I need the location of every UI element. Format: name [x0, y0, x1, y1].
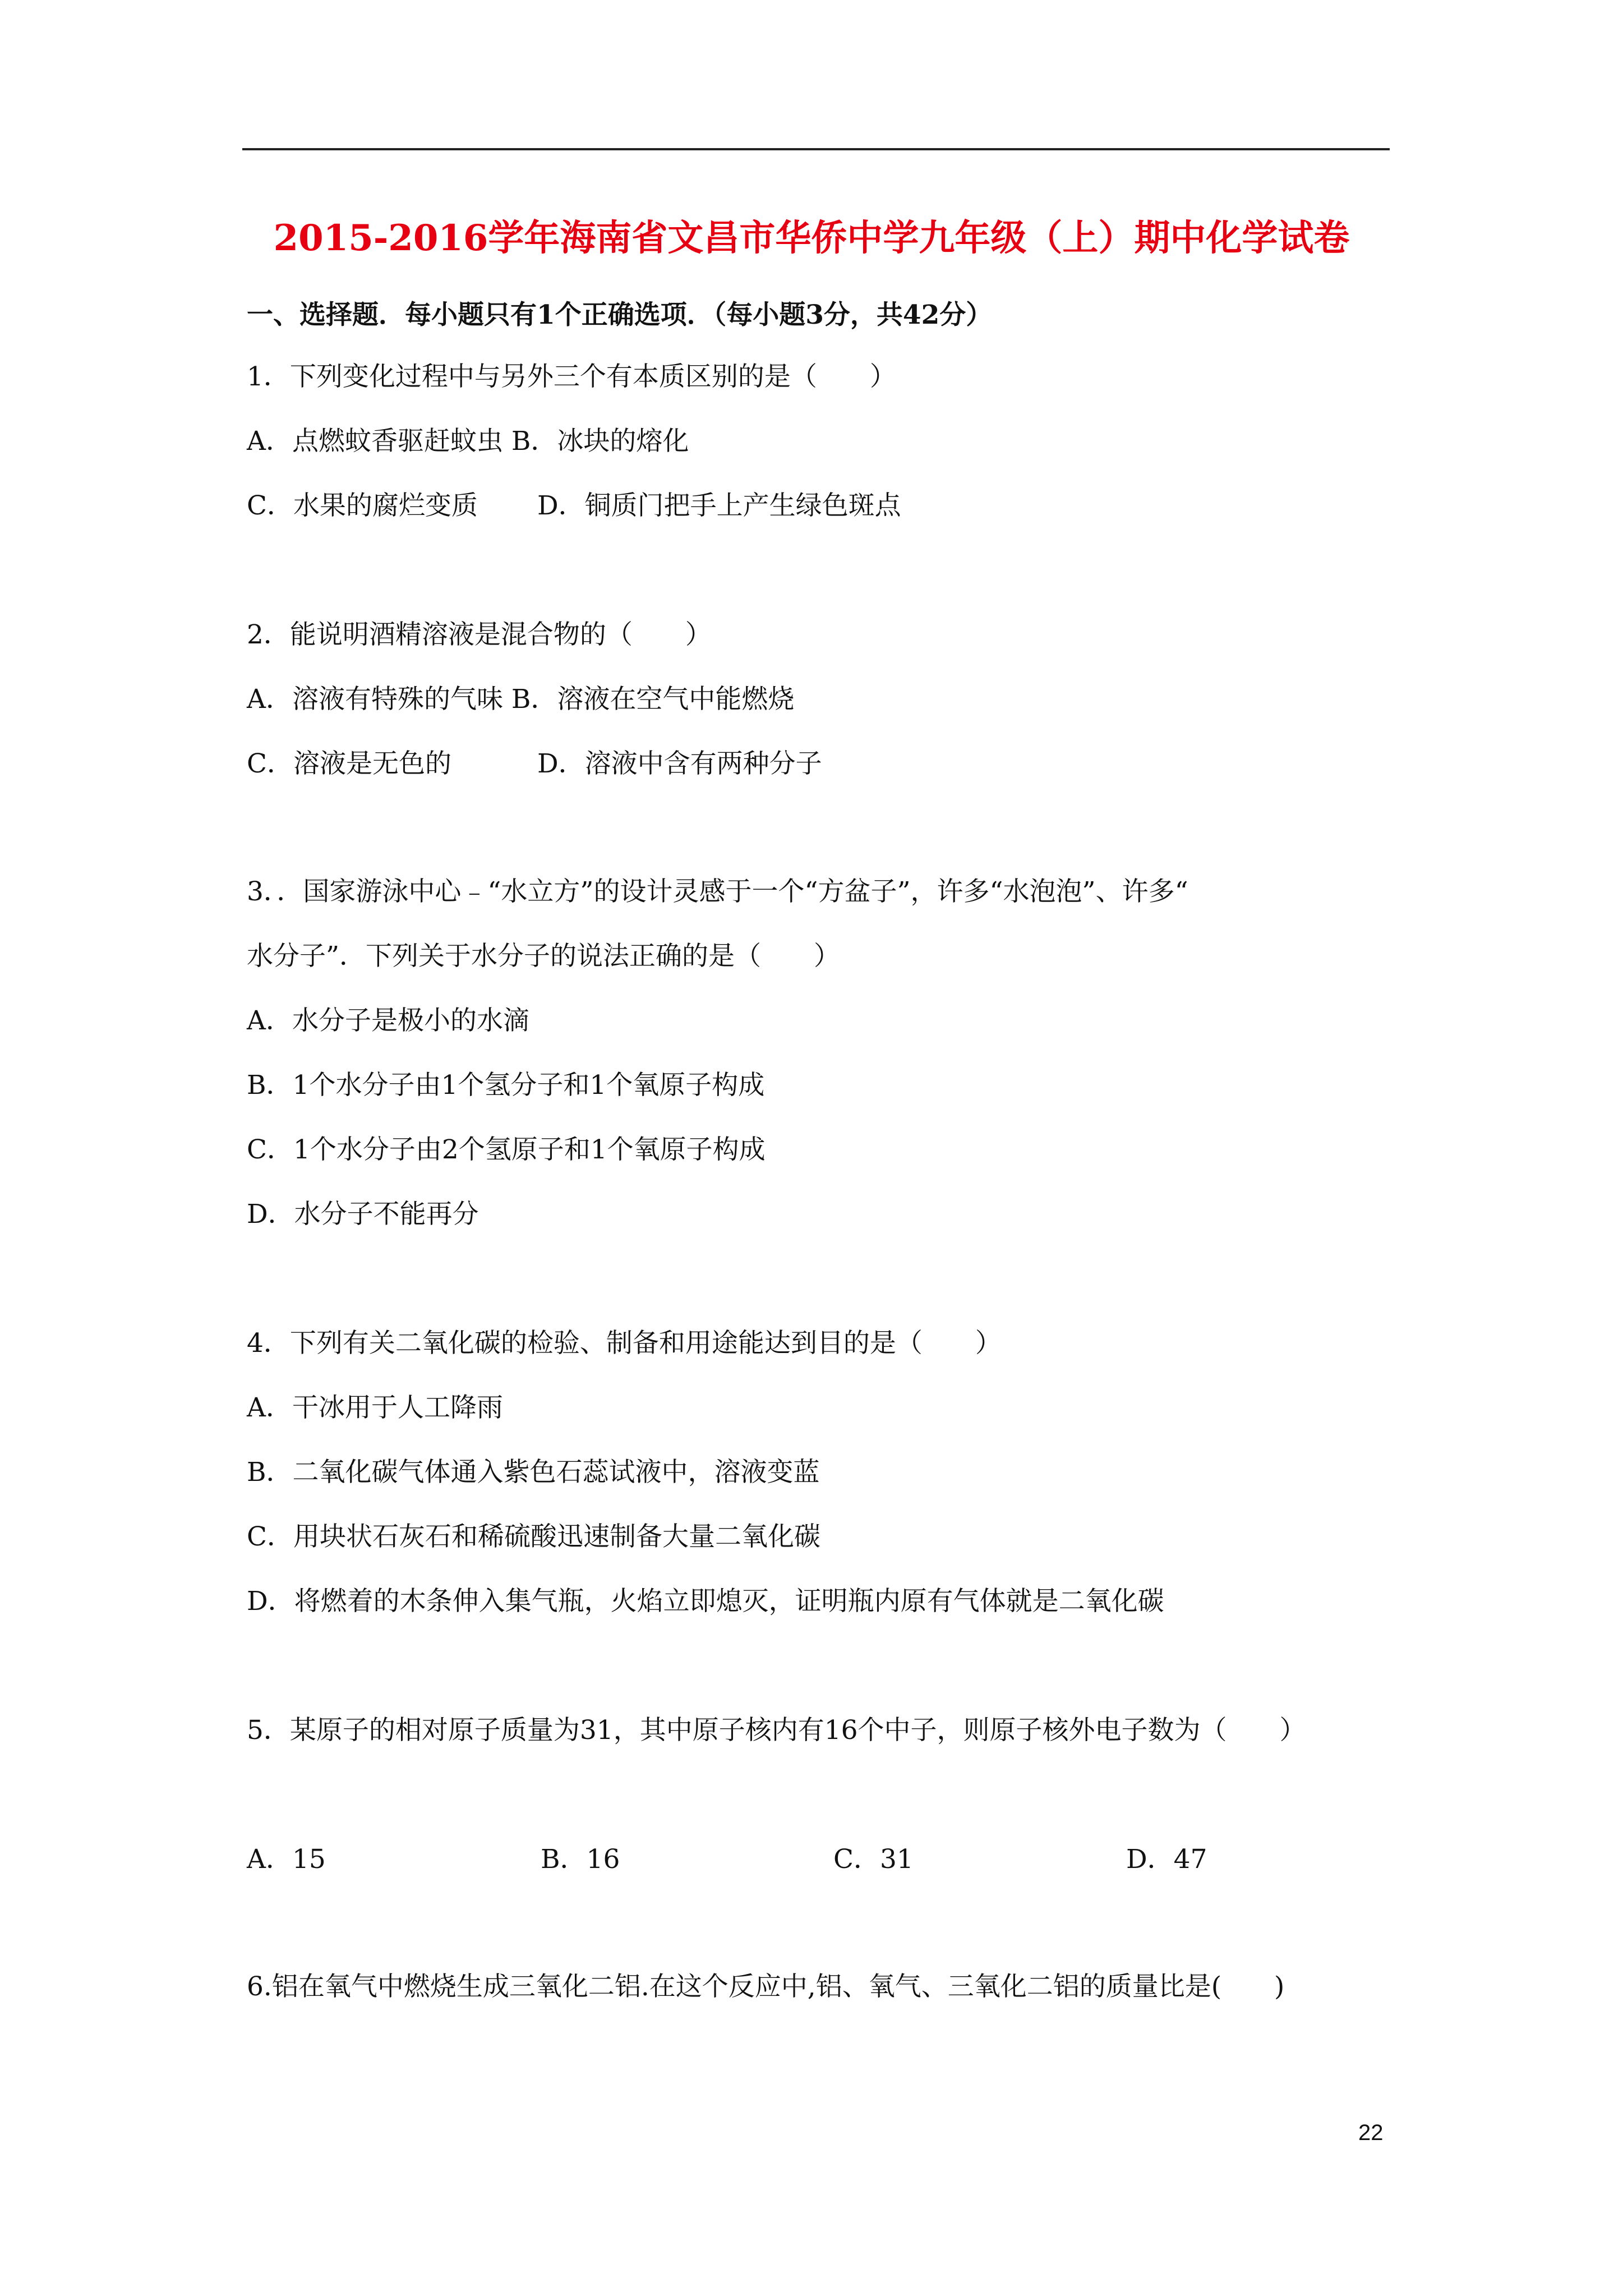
- question-1-stem: 1．下列变化过程中与另外三个有本质区别的是（ ）: [247, 361, 896, 392]
- exam-title: 2015-2016学年海南省文昌市华侨中学九年级（上）期中化学试卷: [273, 217, 1350, 259]
- question-3-stem-line-1: 3．．国家游泳中心﹣“水立方”的设计灵感于一个“方盆子”，许多“水泡泡”、许多“: [247, 876, 1188, 907]
- question-5-option-c: C．31: [833, 1844, 914, 1875]
- question-4-option-d: D．将燃着的木条伸入集气瓶，火焰立即熄灭，证明瓶内原有气体就是二氧化碳: [247, 1586, 1164, 1617]
- question-3-option-b: B．1个水分子由1个氢分子和1个氧原子构成: [247, 1070, 765, 1101]
- question-2-option-c: C．溶液是无色的: [247, 748, 451, 779]
- question-2-options-ab: A．溶液有特殊的气味 B．溶液在空气中能燃烧: [247, 684, 795, 715]
- question-5-option-d: D．47: [1126, 1844, 1207, 1875]
- question-2-option-d: D．溶液中含有两种分子: [537, 748, 822, 779]
- question-1-options-ab: A．点燃蚊香驱赶蚊虫 B．冰块的熔化: [247, 426, 689, 457]
- question-4-stem: 4．下列有关二氧化碳的检验、制备和用途能达到目的是（ ）: [247, 1328, 1002, 1359]
- question-1-option-d: D．铜质门把手上产生绿色斑点: [537, 490, 901, 521]
- question-1-option-c: C．水果的腐烂变质: [247, 490, 478, 521]
- question-5-stem: 5．某原子的相对原子质量为31，其中原子核内有16个中子，则原子核外电子数为（ ）: [247, 1715, 1306, 1746]
- question-3-option-d: D．水分子不能再分: [247, 1199, 479, 1230]
- header-rule: [242, 148, 1390, 150]
- question-4-option-a: A．干冰用于人工降雨: [247, 1392, 503, 1423]
- question-4-option-b: B．二氧化碳气体通入紫色石蕊试液中，溶液变蓝: [247, 1457, 820, 1488]
- question-6-stem: 6.铝在氧气中燃烧生成三氧化二铝.在这个反应中,铝、氧气、三氧化二铝的质量比是( ): [247, 1971, 1285, 2002]
- page-number: 22: [1358, 2120, 1384, 2145]
- question-4-option-c: C．用块状石灰石和稀硫酸迅速制备大量二氧化碳: [247, 1521, 820, 1552]
- question-3-option-c: C．1个水分子由2个氢原子和1个氧原子构成: [247, 1134, 766, 1165]
- question-5-option-b: B．16: [541, 1844, 620, 1875]
- question-3-stem-line-2: 水分子”．下列关于水分子的说法正确的是（ ）: [247, 941, 841, 972]
- question-3-option-a: A．水分子是极小的水滴: [247, 1005, 529, 1036]
- question-2-stem: 2．能说明酒精溶液是混合物的（ ）: [247, 619, 712, 650]
- section-heading: 一、选择题．每小题只有1个正确选项．（每小题3分，共42分）: [247, 300, 993, 330]
- question-5-option-a: A．15: [247, 1844, 326, 1875]
